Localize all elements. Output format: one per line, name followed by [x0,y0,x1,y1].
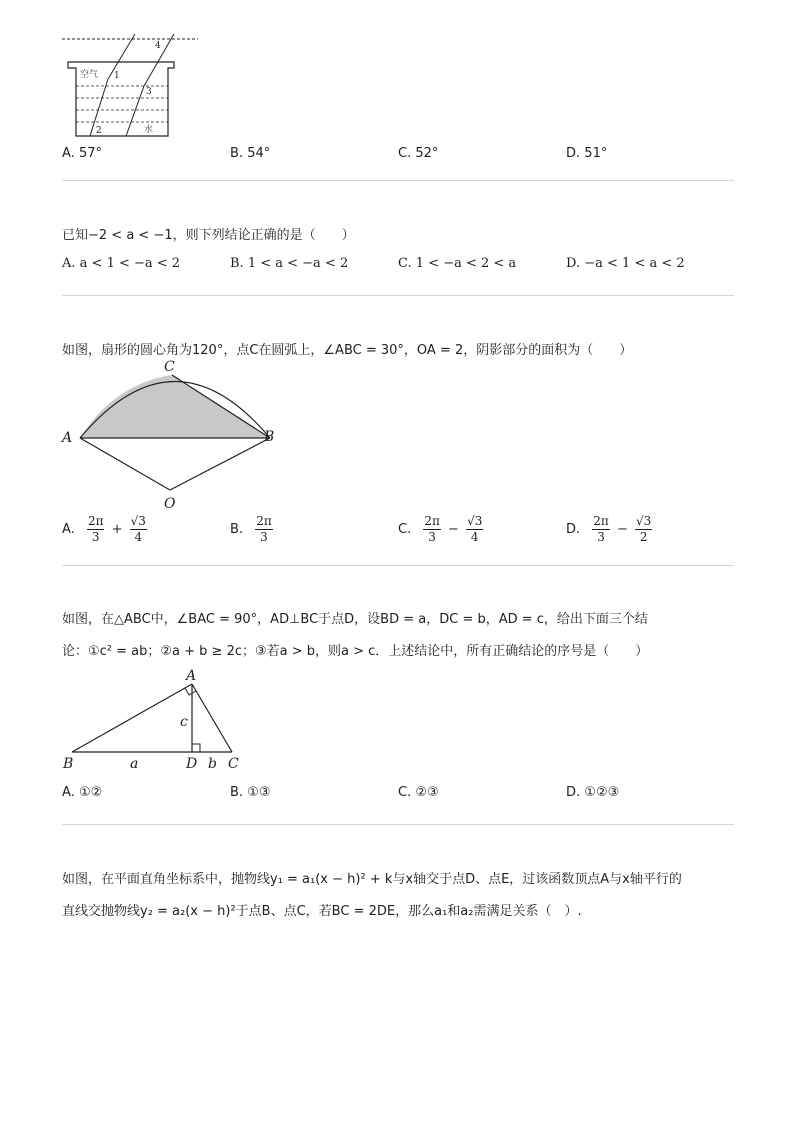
label-air: 空气 [80,70,99,80]
fraction: $\frac{2\pi}{3}$ [87,514,104,544]
option-label: C. [398,522,412,537]
option-label: C. [398,146,412,161]
label-A: A [186,668,197,684]
label-a: a [130,756,139,772]
question-stem-line1: 如图，在△ABC中，∠BAC = 90°，AD⊥BC于点D，设BD = a，DC = b，AD = c，给出下面三个结 [62,612,648,627]
option-label: D. [566,146,581,161]
triangle-figure [58,664,258,776]
option-b[interactable] [230,256,348,271]
option-text: ②③ [415,785,439,800]
fraction: $\frac{2\pi}{3}$ [593,514,609,544]
label-O: O [164,496,176,512]
label-C: C [164,360,175,375]
option-text: 54° [247,146,271,161]
question-stem-line2: 直线交抛物线y₂ = a₂(x − h)²于点B、点C，若BC = 2DE，那么a₁和a₂需满足关系（ ）. [62,904,582,919]
option-label: A. [62,522,75,537]
option-text: 57° [78,146,102,161]
option-text: 1 < a < −a < 2 [247,256,349,271]
option-text: ①②③ [584,785,620,800]
option-label: B. [230,785,244,800]
option-text: 52° [415,146,439,161]
operator: + [111,522,123,537]
option-text: a < 1 < −a < 2 [79,256,181,271]
option-d[interactable] [566,256,685,271]
option-label: C. [398,785,412,800]
fraction: $\frac{2\pi}{3}$ [256,514,272,544]
option-label: A. [62,785,75,800]
label-angle-4: 4 [155,41,161,51]
option-label: D. [566,522,581,537]
divider [62,180,734,181]
option-c[interactable] [398,146,438,161]
label-A: A [62,430,73,446]
label-angle-3: 3 [146,87,152,97]
option-a[interactable] [62,785,102,800]
label-D: D [186,756,198,772]
option-label: A. [62,146,75,161]
option-label: D. [566,785,581,800]
option-label: C. [398,256,412,271]
option-text: ①② [78,785,103,800]
question-stem-line1: 如图，在平面直角坐标系中，抛物线y₁ = a₁(x − h)² + k与x轴交于点D、点E，过该函数顶点A与x轴平行的 [62,872,682,887]
option-b[interactable] [230,514,273,545]
option-a[interactable] [62,146,102,161]
option-text: ①③ [247,785,271,800]
option-label: B. [230,256,244,271]
option-d[interactable] [566,785,619,800]
option-label: D. [566,256,581,271]
option-c[interactable] [398,785,439,800]
sector-figure [58,360,288,512]
operator: − [616,522,628,537]
fraction: $\frac{√3}{4}$ [467,514,483,544]
label-water: 水 [144,125,154,135]
divider [62,295,734,296]
option-text: 51° [584,146,608,161]
fraction: $\frac{√3}{4}$ [130,514,146,544]
label-C: C [228,756,239,772]
option-d[interactable] [566,514,652,545]
divider [62,824,734,825]
label-b: b [208,756,217,772]
question-stem: 如图，扇形的圆心角为120°，点C在圆弧上，∠ABC = 30°，OA = 2，阴影部分的面积为（ ） [62,343,633,358]
fraction: $\frac{2\pi}{3}$ [424,514,440,544]
option-text: −a < 1 < a < 2 [584,256,685,271]
label-c: c [180,714,188,730]
option-label: B. [230,146,244,161]
question-stem: 已知−2 < a < −1，则下列结论正确的是（ ） [62,228,355,243]
option-text: 1 < −a < 2 < a [415,256,517,271]
label-angle-1: 1 [114,71,120,81]
label-B: B [63,756,74,772]
option-b[interactable] [230,146,270,161]
option-c[interactable] [398,514,483,545]
fraction: $\frac{√3}{2}$ [636,514,652,544]
refraction-figure [60,34,202,140]
option-c[interactable] [398,256,516,271]
option-label: B. [230,522,244,537]
option-d[interactable] [566,146,607,161]
label-B: B [264,429,275,445]
question-stem-line2: 论：①c² = ab；②a + b ≥ 2c；③若a > b，则a > c．上述结论中，所有正确结论的序号是（ ） [62,644,649,659]
option-label: A. [62,256,76,271]
option-a[interactable] [62,514,147,545]
label-angle-2: 2 [96,126,102,136]
option-a[interactable] [62,256,180,271]
option-b[interactable] [230,785,271,800]
divider [62,565,734,566]
operator: − [448,522,459,537]
